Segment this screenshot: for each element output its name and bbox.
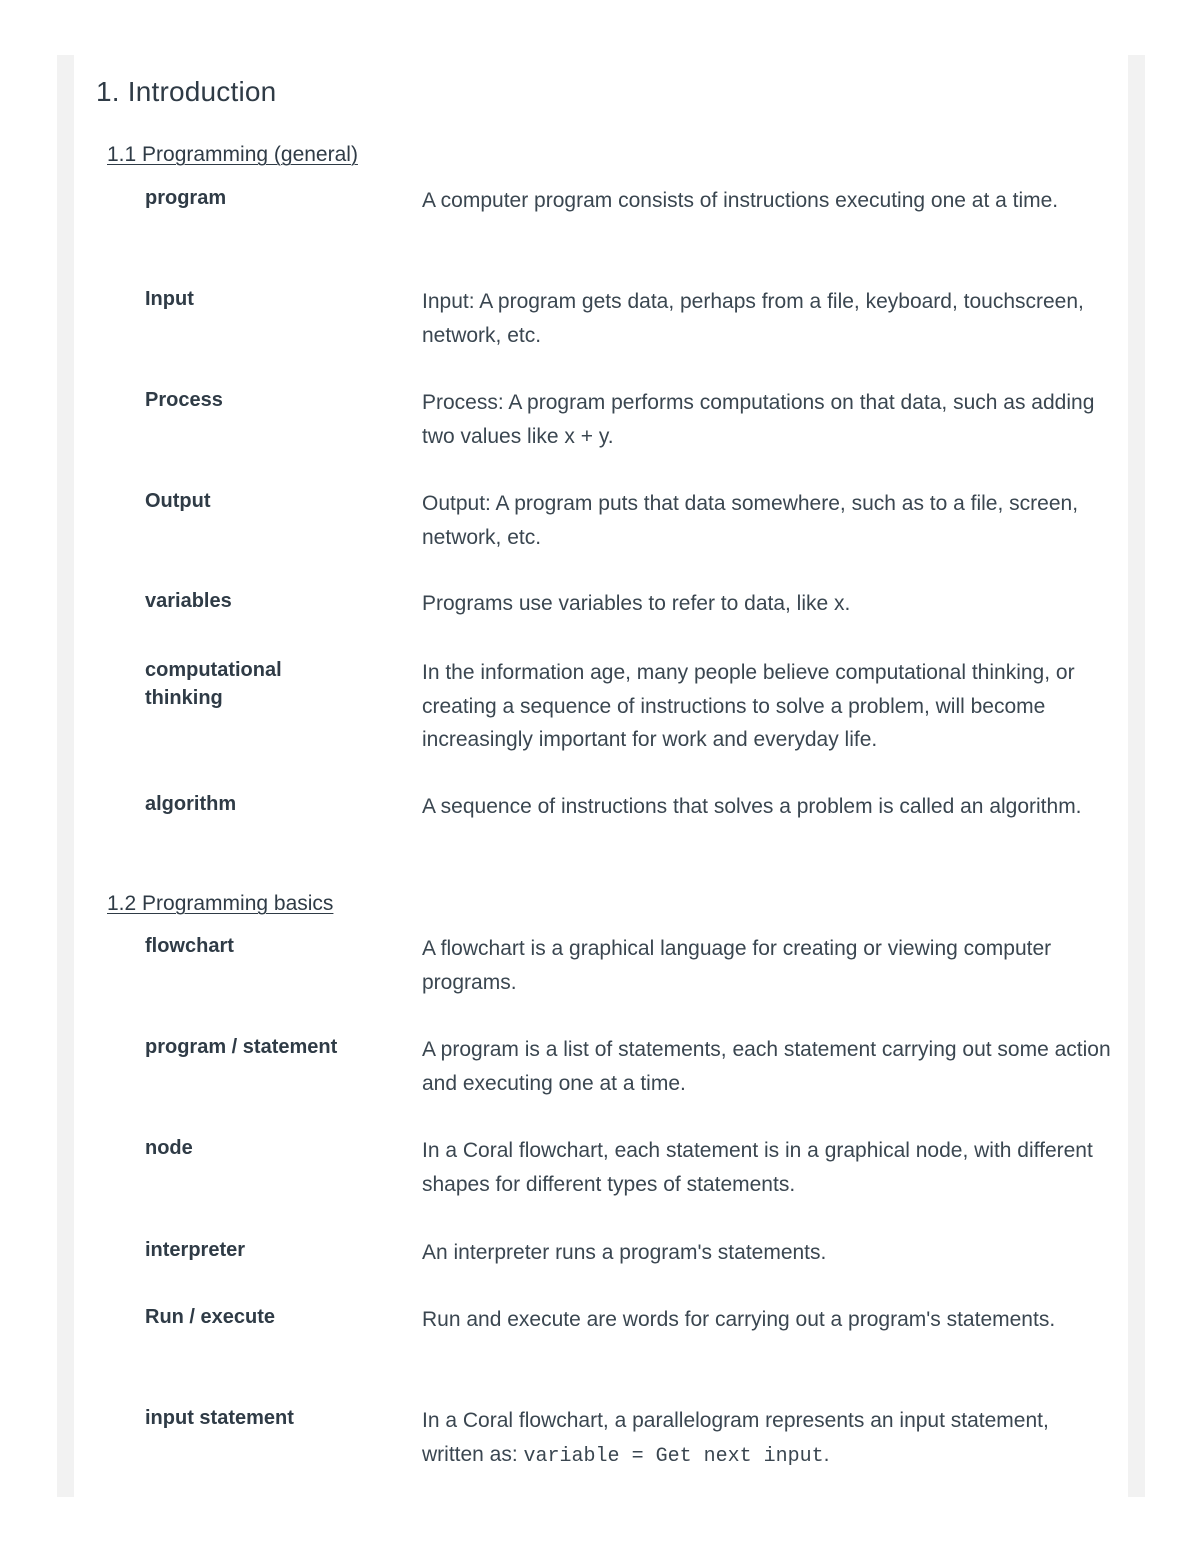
- section-heading-programming-general: 1.1 Programming (general): [107, 143, 358, 166]
- glossary-term: Output: [145, 490, 211, 512]
- glossary-definition: An interpreter runs a program's statements.: [422, 1241, 827, 1264]
- definition-suffix: .: [823, 1442, 830, 1466]
- glossary-term: Input: [145, 288, 194, 310]
- glossary-term: program: [145, 187, 227, 209]
- glossary-term: algorithm: [145, 793, 237, 815]
- glossary-definition: A computer program consists of instructions executing one at a time.: [422, 189, 1059, 212]
- glossary-definition: Run and execute are words for carrying out a program's statements.: [422, 1308, 1056, 1331]
- glossary-definition: Input: A program gets data, perhaps from a file, keyboard, touchscreen, network, etc.: [422, 290, 1084, 347]
- glossary-definition: In the information age, many people believe computational thinking, or creating a sequence of instructions to solve a problem, will become increasingly important for work and everyday life.: [422, 661, 1075, 751]
- glossary-definition: A sequence of instructions that solves a problem is called an algorithm.: [422, 795, 1082, 818]
- glossary-term: variables: [145, 590, 232, 612]
- glossary-term: flowchart: [145, 935, 234, 957]
- glossary-definition: In a Coral flowchart, each statement is in a graphical node, with different shapes for different types of statements.: [422, 1139, 1093, 1196]
- page-title: 1. Introduction: [96, 76, 277, 107]
- glossary-term: input statement: [145, 1407, 294, 1429]
- definition-text: In a Coral flowchart, a parallelogram represents an input statement, written as:: [422, 1409, 1049, 1466]
- glossary-term: Process: [145, 389, 223, 411]
- glossary-term: computational thinking: [145, 659, 282, 709]
- glossary-definition: Output: A program puts that data somewhere, such as to a file, screen, network, etc.: [422, 492, 1079, 549]
- glossary-term: Run / execute: [145, 1306, 276, 1328]
- section-heading-programming-basics: 1.2 Programming basics: [107, 892, 334, 915]
- glossary-definition: Process: A program performs computations on that data, such as adding two values like x + y.: [422, 391, 1095, 448]
- code-snippet: variable = Get next input: [523, 1444, 824, 1468]
- page-card: [74, 55, 1128, 1497]
- glossary-term: node: [145, 1137, 193, 1159]
- glossary-definition: [422, 1404, 1112, 1473]
- glossary-term: program / statement: [145, 1036, 338, 1058]
- glossary-term: interpreter: [145, 1239, 246, 1261]
- glossary-definition: A flowchart is a graphical language for creating or viewing computer programs.: [422, 937, 1052, 994]
- glossary-definition: A program is a list of statements, each statement carrying out some action and executing one at a time.: [422, 1038, 1111, 1095]
- glossary-definition: Programs use variables to refer to data, like x.: [422, 592, 851, 615]
